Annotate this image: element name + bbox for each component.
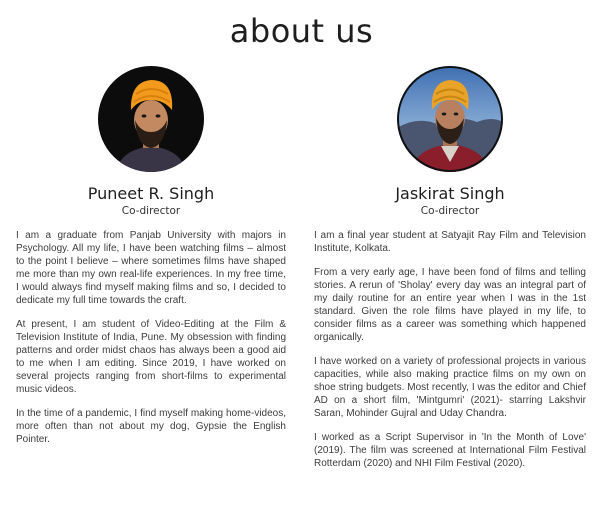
member-bio bbox=[16, 229, 286, 446]
bio-paragraph: I am a final year student at Satyajit Ray Film and Television Institute, Kolkata. bbox=[314, 230, 586, 254]
bio-paragraph: At present, I am student of Video-Editing at the Film & Television Institute of India, Pune. My obsession with finding patterns and order midst chaos has always been a good aid to me when I am editing. Since 2019, I have worked on several projects ranging from short-films to experimental music videos. bbox=[16, 319, 286, 395]
bio-paragraph: I am a graduate from Panjab University with majors in Psychology. All my life, I have been watching films – almost to the point I believe – where sometimes films have shaped me more than my own real-life experiences. In my free time, I would always find myself making films and so, I decided to dedicate my full time towards the craft. bbox=[16, 230, 286, 306]
member-card-jaskirat bbox=[314, 66, 586, 481]
avatar-puneet bbox=[98, 66, 204, 172]
page-title: about us bbox=[229, 12, 374, 50]
member-card-puneet bbox=[16, 66, 286, 457]
member-name: Puneet R. Singh bbox=[87, 184, 215, 203]
bio-paragraph: From a very early age, I have been fond of films and telling stories. A rerun of 'Sholay' every day was an integral part of my daily routine for an entire year when I was in the 1st standard. Given the role films have played in my life, to consider films as a career was something which happened organically. bbox=[314, 267, 586, 343]
member-role: Co-director bbox=[121, 205, 181, 217]
bio-paragraph: I have worked on a variety of professional projects in various capacities, while also making practice films on my own on shoe string budgets. Most recently, I was the editor and Chief AD on a short film, 'Mintgumri' (2021)- starring Lakshvir Saran, Mohinder Gujral and Uday Chandra. bbox=[314, 356, 586, 419]
bio-paragraph: In the time of a pandemic, I find myself making home-videos, more often than not about my dog, Gypsie the English Pointer. bbox=[16, 408, 286, 445]
bio-paragraph: I worked as a Script Supervisor in 'In the Month of Love' (2019). The film was screened at International Film Festival Rotterdam (2020) and NHI Film Festival (2020). bbox=[314, 432, 586, 469]
member-name: Jaskirat Singh bbox=[395, 184, 505, 203]
member-role: Co-director bbox=[420, 205, 480, 217]
member-bio bbox=[314, 229, 586, 470]
avatar-jaskirat bbox=[397, 66, 503, 172]
